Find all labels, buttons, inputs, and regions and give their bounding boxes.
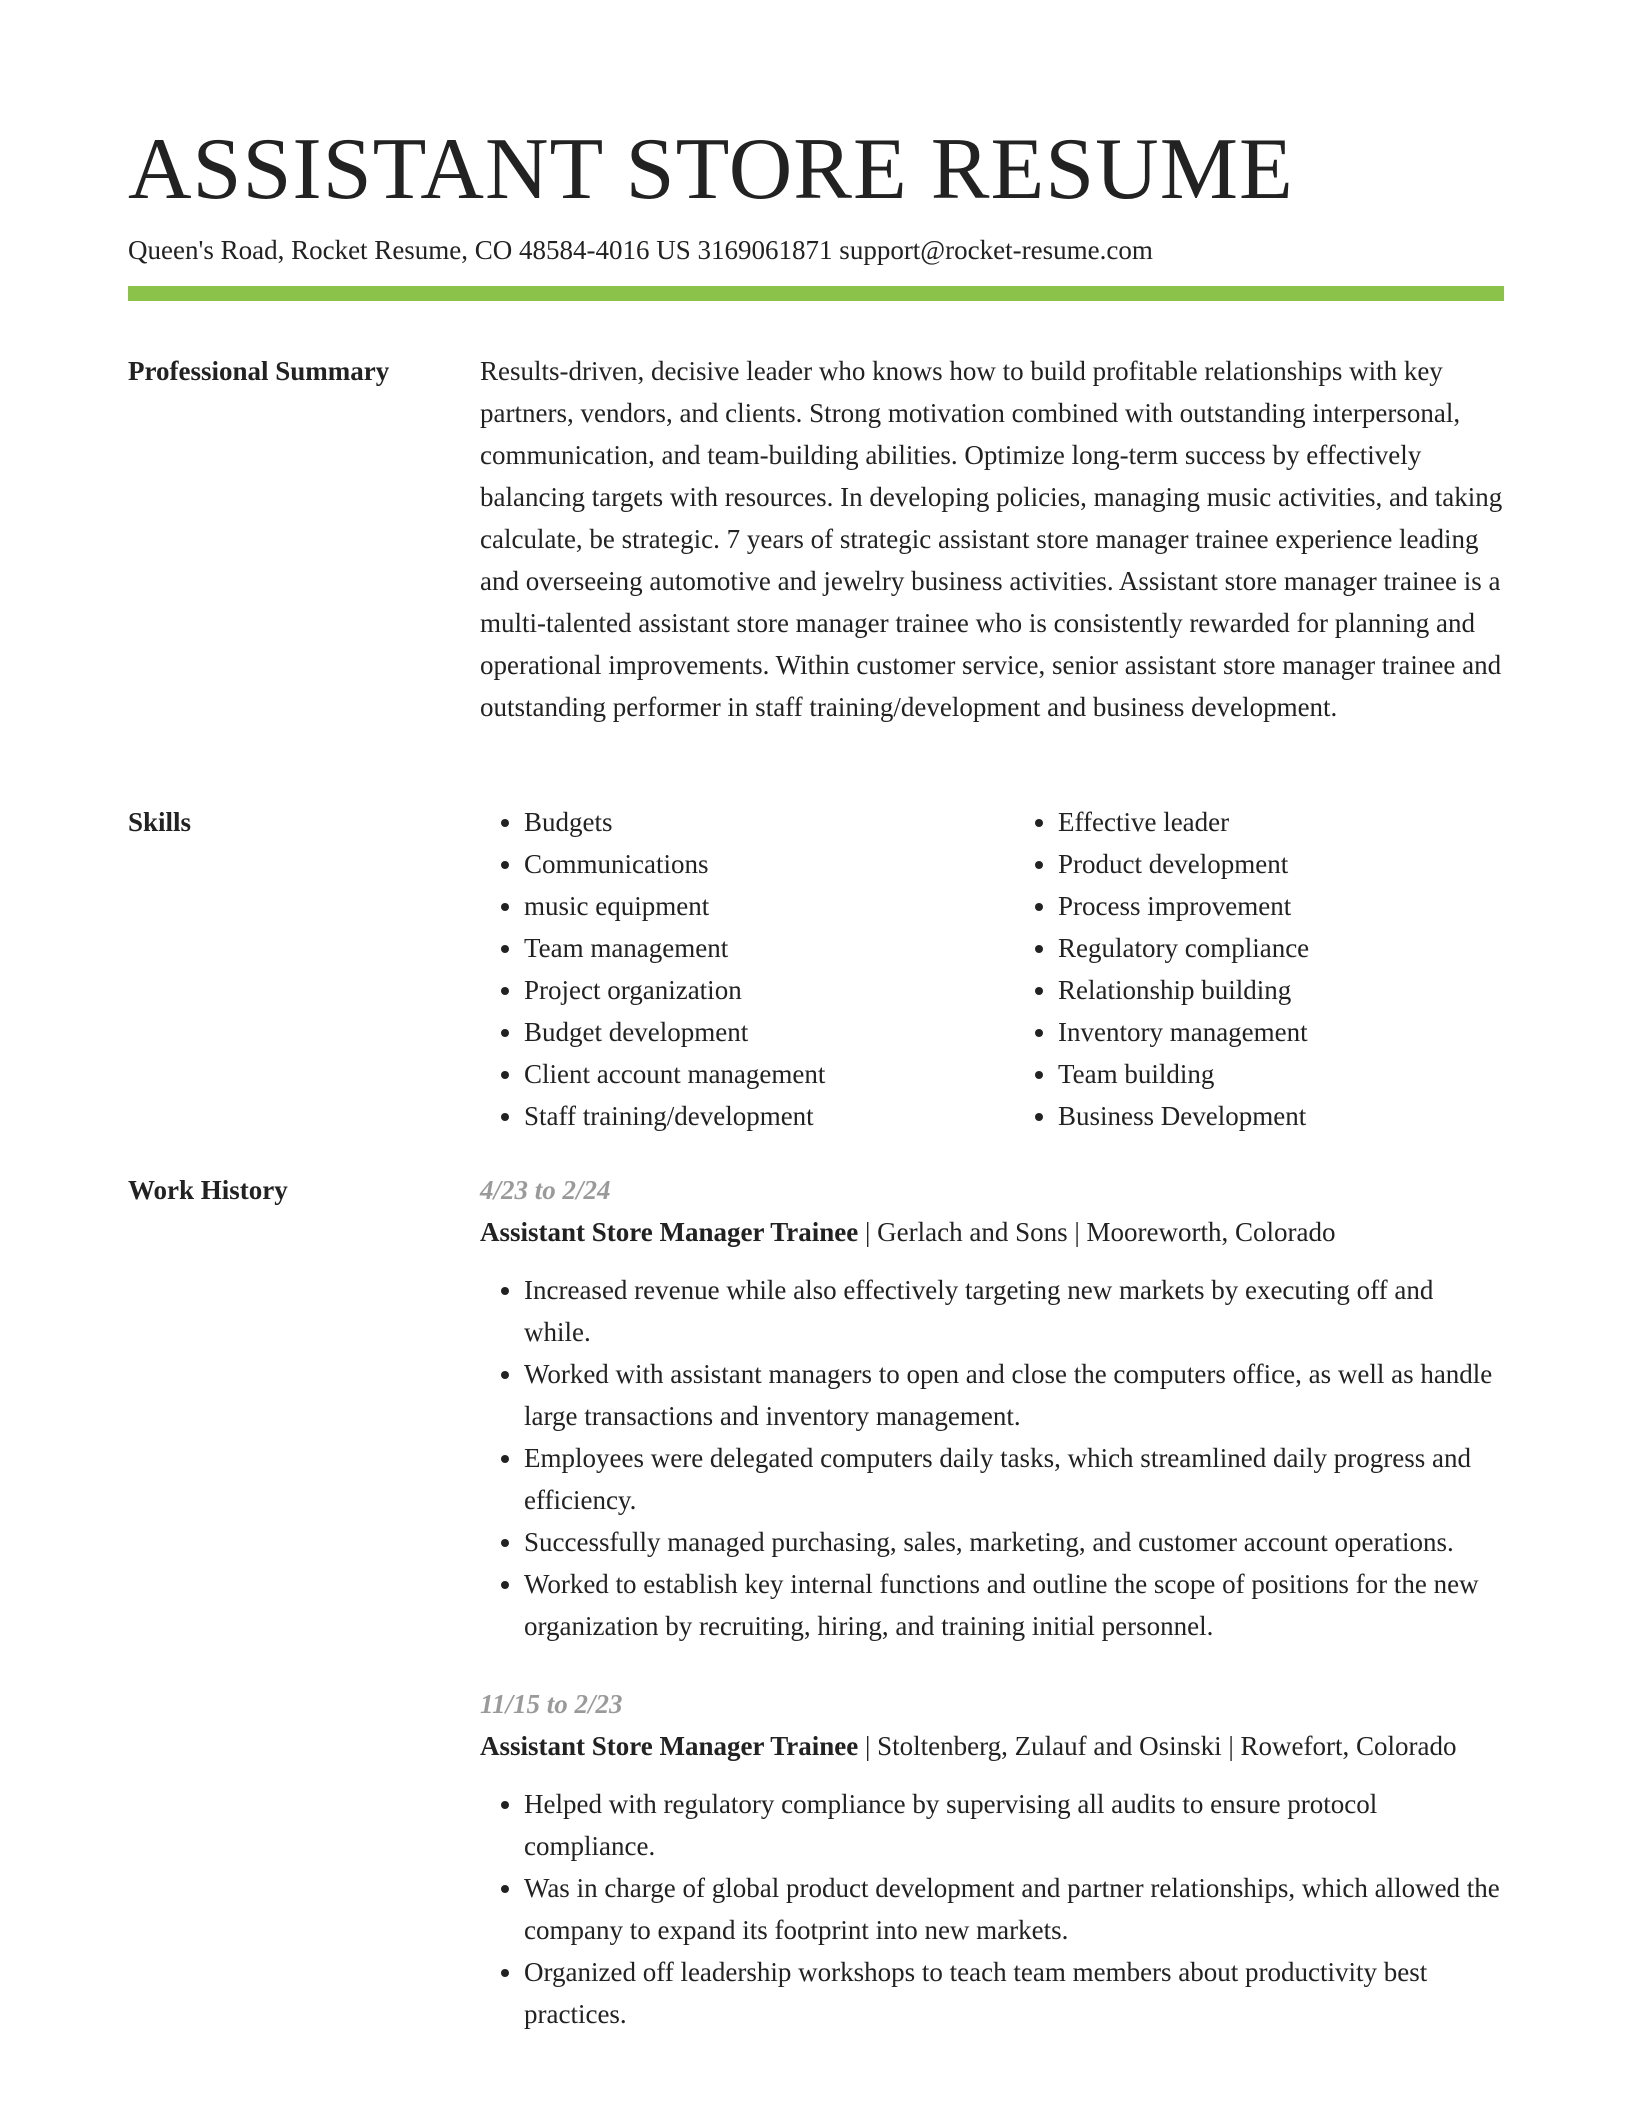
skills-list-left	[480, 801, 970, 1137]
skill-item: • music equipment	[524, 885, 970, 927]
job-bullet: • Successfully managed purchasing, sales, marketing, and customer account operations.	[524, 1521, 1504, 1563]
job-bullet: • Worked to establish key internal functions and outline the scope of positions for the new organization by recruiting, hiring, and training initial personnel.	[524, 1563, 1504, 1647]
job-bullets	[480, 1783, 1504, 2035]
skill-item: • Business Development	[1058, 1095, 1504, 1137]
section-label-summary: Professional Summary	[128, 356, 390, 386]
resume-title: ASSISTANT STORE RESUME	[128, 121, 1294, 218]
job-details: | Stoltenberg, Zulauf and Osinski | Rowefort, Colorado	[858, 1731, 1457, 1761]
skill-item: • Team building	[1058, 1053, 1504, 1095]
skill-item: • Staff training/development	[524, 1095, 970, 1137]
job-bullets	[480, 1269, 1504, 1647]
summary-text: Results-driven, decisive leader who knows how to build profitable relationships with key partners, vendors, and clients. Strong motivation combined with outstanding interpersonal, communication, and team-building abilities. Optimize long-term success by effectively balancing targets with resources. In developing policies, managing music activities, and taking calculate, be strategic. 7 years of strategic assistant store manager trainee experience leading and overseeing automotive and jewelry business activities. Assistant store manager trainee is a multi-talented assistant store manager trainee who is consistently rewarded for planning and operational improvements. Within customer service, senior assistant store manager trainee and outstanding performer in staff training/development and business development.	[480, 356, 1503, 722]
job-details: | Gerlach and Sons | Mooreworth, Colorado	[858, 1217, 1336, 1247]
job-bullet: • Worked with assistant managers to open and close the computers office, as well as handle large transactions and inventory management.	[524, 1353, 1504, 1437]
job-bullet: • Increased revenue while also effectively targeting new markets by executing off and while.	[524, 1269, 1504, 1353]
job-dates: 11/15 to 2/23	[480, 1689, 623, 1719]
contact-line: Queen's Road, Rocket Resume, CO 48584-4016 US 3169061871 support@rocket-resume.com	[128, 235, 1153, 265]
skill-item: • Client account management	[524, 1053, 970, 1095]
skill-item: • Product development	[1058, 843, 1504, 885]
skill-item: • Team management	[524, 927, 970, 969]
job-title: Assistant Store Manager Trainee	[480, 1217, 859, 1247]
accent-divider	[128, 286, 1504, 301]
skill-item: • Budgets	[524, 801, 970, 843]
job-header	[480, 1211, 1504, 1253]
job-dates: 4/23 to 2/24	[480, 1175, 611, 1205]
job-bullet: • Employees were delegated computers daily tasks, which streamlined daily progress and efficiency.	[524, 1437, 1504, 1521]
skill-item: • Budget development	[524, 1011, 970, 1053]
skill-item: • Inventory management	[1058, 1011, 1504, 1053]
job-title: Assistant Store Manager Trainee	[480, 1731, 859, 1761]
job-entry	[480, 1683, 1504, 2035]
section-label-work: Work History	[128, 1175, 288, 1205]
skill-item: • Process improvement	[1058, 885, 1504, 927]
job-bullet: • Organized off leadership workshops to teach team members about productivity best practices.	[524, 1951, 1504, 2035]
skill-item: • Relationship building	[1058, 969, 1504, 1011]
skill-item: • Communications	[524, 843, 970, 885]
skill-item: • Regulatory compliance	[1058, 927, 1504, 969]
skill-item: • Effective leader	[1058, 801, 1504, 843]
skills-list-right	[1014, 801, 1504, 1137]
job-header	[480, 1725, 1504, 1767]
job-entry	[480, 1169, 1504, 1647]
job-bullet: • Was in charge of global product development and partner relationships, which allowed the company to expand its footprint into new markets.	[524, 1867, 1504, 1951]
section-label-skills: Skills	[128, 807, 192, 837]
job-bullet: • Helped with regulatory compliance by supervising all audits to ensure protocol compliance.	[524, 1783, 1504, 1867]
skill-item: • Project organization	[524, 969, 970, 1011]
